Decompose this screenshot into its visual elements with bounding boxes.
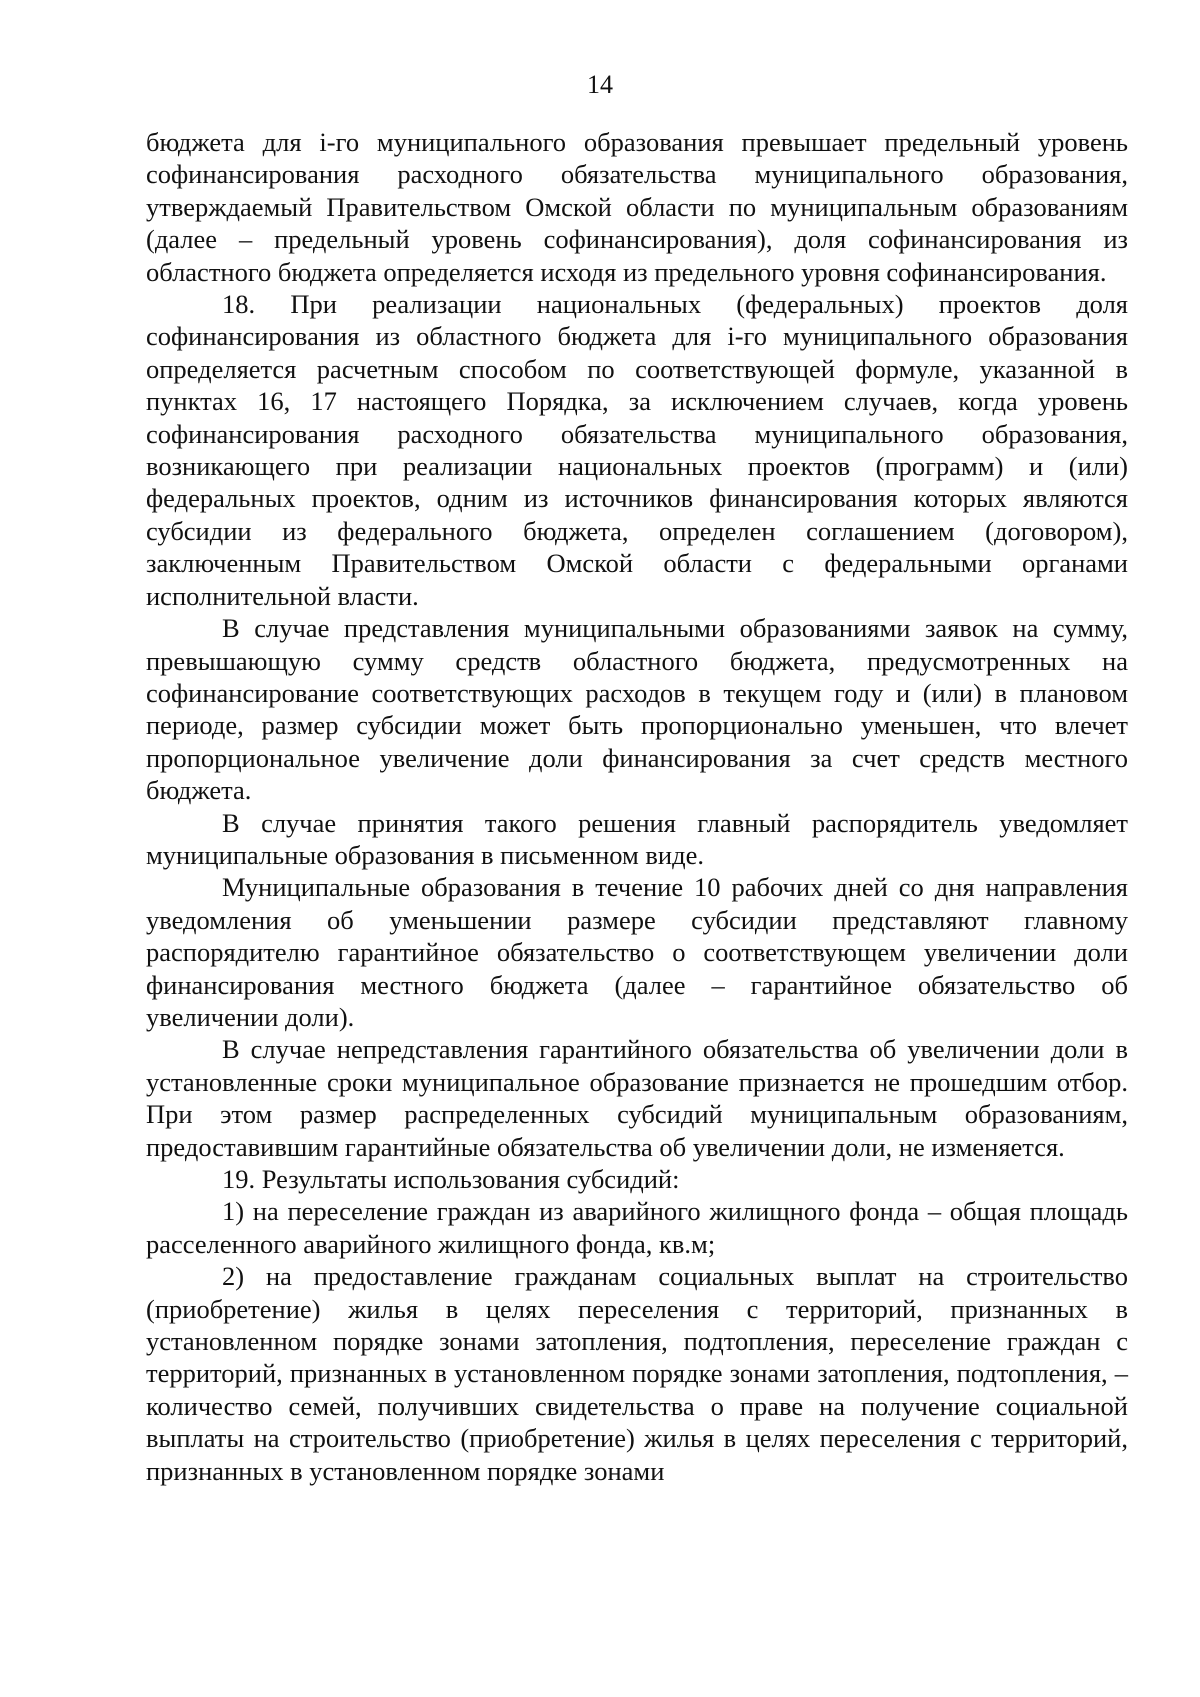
document-body (146, 126, 1128, 1487)
page-number: 14 (587, 70, 613, 99)
paragraph-item-19-heading: 19. Результаты использования субсидий: (222, 1164, 680, 1194)
paragraph-result-2: 2) на предоставление гражданам социальных выплат на строительство (приобретение) жилья в целях переселения с территорий, признанных в установленном порядке зонами затопления, подтопления, переселение граждан с территорий, признанных в установленном порядке зонами затопления, подтопления, – количество семей, получивших свидетельства о праве на получение социальной выплаты на строительство (приобретение) жилья в целях переселения с территорий, признанных в установленном порядке зонами (146, 1261, 1128, 1486)
paragraph-continuation: бюджета для i-го муниципального образования превышает предельный уровень софинансирования расходного обязательства муниципального образования, утверждаемый Правительством Омской области по муниципальным образованиям (далее – предельный уровень софинансирования), доля софинансирования из областного бюджета определяется исходя из предельного уровня софинансирования. (146, 127, 1128, 287)
paragraph-result-1: 1) на переселение граждан из аварийного жилищного фонда – общая площадь расселенного аварийного жилищного фонда, кв.м; (146, 1196, 1128, 1259)
paragraph-notification: В случае принятия такого решения главный распорядитель уведомляет муниципальные образования в письменном виде. (146, 807, 1128, 870)
paragraph-non-submission: В случае непредставления гарантийного обязательства об увеличении доли в установленные сроки муниципальное образование признается не прошедшим отбор. При этом размер распределенных субсидий муниципальным образованиям, предоставившим гарантийные обязательства об увеличении доли, не изменяется. (146, 1034, 1128, 1162)
paragraph-guarantee-obligation: Муниципальные образования в течение 10 рабочих дней со дня направления уведомления об уменьшении размере субсидии представляют главному распорядителю гарантийное обязательство о соответствующем увеличении доли финансирования местного бюджета (далее – гарантийное обязательство об увеличении доли). (146, 872, 1128, 1032)
paragraph-item-18: 18. При реализации национальных (федеральных) проектов доля софинансирования из областного бюджета для i-го муниципального образования определяется расчетным способом по соответствующей формуле, указанной в пунктах 16, 17 настоящего Порядка, за исключением случаев, когда уровень софинансирования расходного обязательства муниципального образования, возникающего при реализации национальных проектов (программ) и (или) федеральных проектов, одним из источников финансирования которых являются субсидии из федерального бюджета, определен соглашением (договором), заключенным Правительством Омской области с федеральными органами исполнительной власти. (146, 289, 1128, 611)
paragraph-applications-excess: В случае представления муниципальными образованиями заявок на сумму, превышающую сумму средств областного бюджета, предусмотренных на софинансирование соответствующих расходов в текущем году и (или) в плановом периоде, размер субсидии может быть пропорционально уменьшен, что влечет пропорциональное увеличение доли финансирования за счет средств местного бюджета. (146, 613, 1128, 806)
